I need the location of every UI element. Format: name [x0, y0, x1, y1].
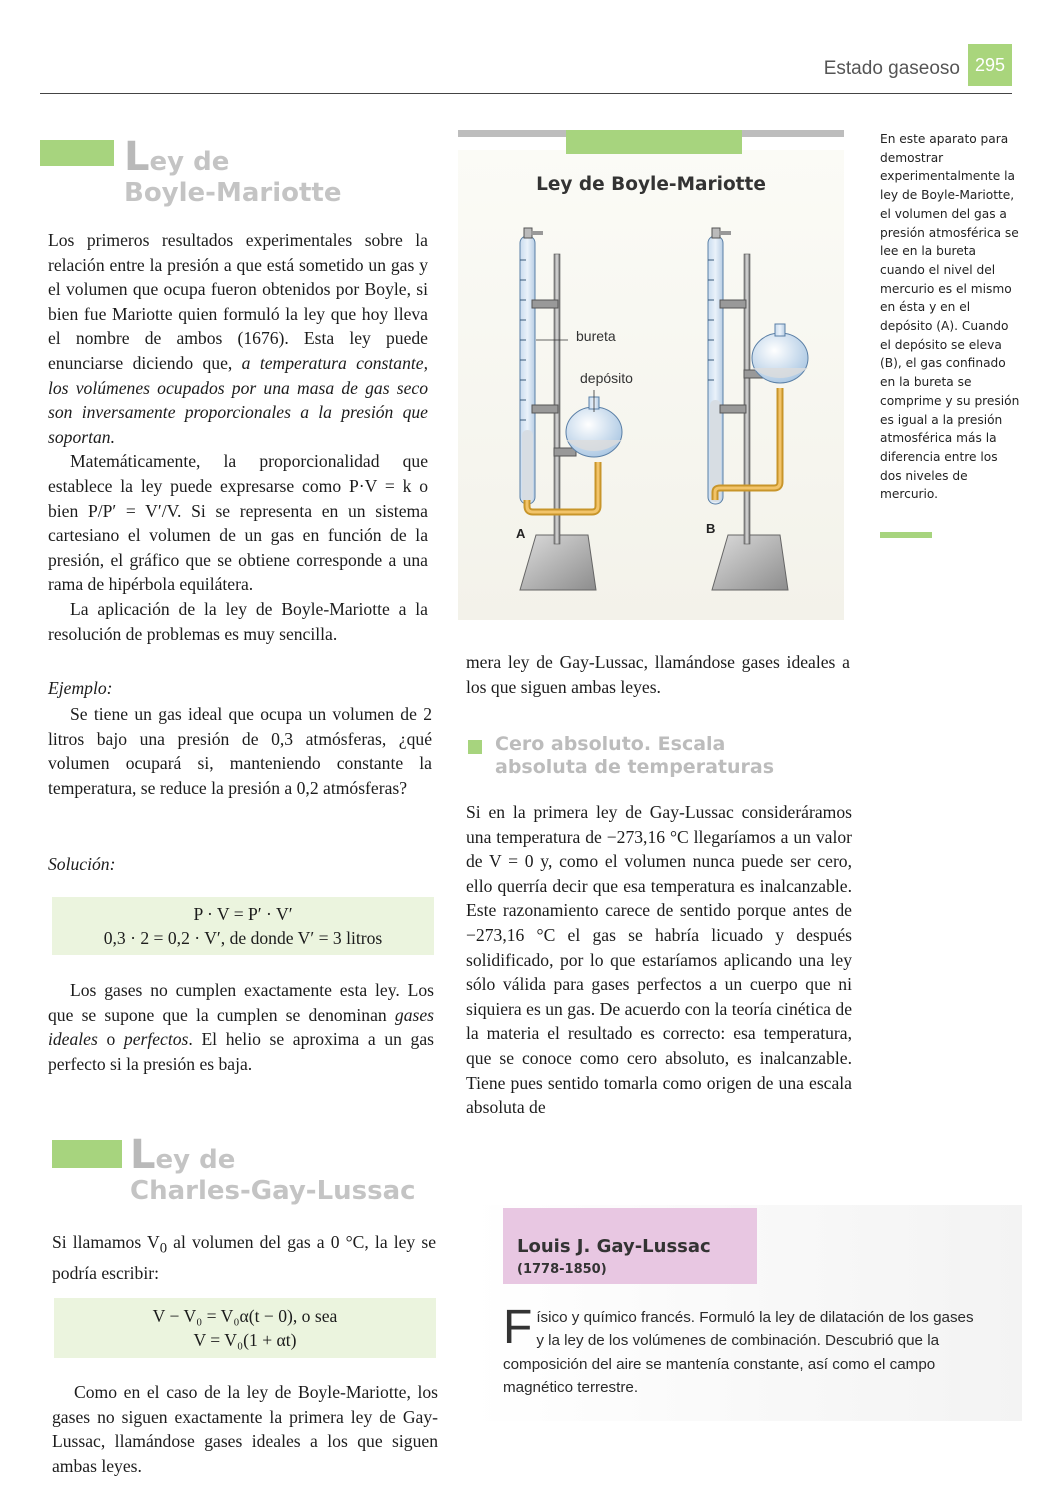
figure-caption: En este aparato para demostrar experimentalmente la ley de Boyle-Mariotte, el volumen del gas a presión atmosférica se lee en la bureta cuando el nivel del mercurio es el mismo en ésta y en el depósito (A). Cuando el depósito se eleva (B), el gas confinado en la bureta se comprime y su presión es igual a la presión atmosférica más la diferencia entre los dos niveles de mercurio.: [880, 132, 1020, 502]
subsection-title-cero-absoluto: Cero absoluto. Escala absoluta de temperaturas: [495, 733, 774, 778]
charles-continued-right: [466, 650, 850, 699]
formula-box-boyle: [52, 897, 434, 955]
figure-tab: [566, 130, 742, 154]
label-bureta: bureta: [576, 328, 616, 344]
charles-continued: Como en el caso de la ley de Boyle-Mariotte, los gases no siguen exactamente la primera ley de Gay-Lussac, llamándose gases ideales a los que siguen ambas leyes.: [52, 1382, 438, 1476]
section-title-charles: Ley de Charles-Gay-Lussac: [130, 1132, 416, 1207]
biography-text: Físico y químico francés. Formuló la ley de dilatación de los gases y la ley de los volúmenes de combinación. Descubrió que la composición del aire se mantenía constante, así como el campo magnético terrestre.: [503, 1301, 974, 1396]
apparatus-a: [520, 228, 622, 590]
formula-line: P · V = P′ · V′: [193, 904, 293, 924]
section-marker: [52, 1140, 122, 1168]
formula-line: V = V₀(1 + αt): [193, 1330, 297, 1350]
paragraph: La aplicación de la ley de Boyle-Mariotte a la resolución de problemas es muy sencilla.: [48, 598, 428, 644]
running-header: Estado gaseoso: [823, 58, 960, 79]
paragraph: Los primeros resultados experimentales sobre la relación entre la presión a que está sometido un gas y el volumen que ocupa fueron obtenidos por Boyle, si bien fue Mariotte quien formuló la ley que hoy lleva el nombre de ambos (1676). Esta ley puede enunciarse diciendo que, a temperatura constante, los volúmenes ocupados por una masa de gas seco son inversamente proporcionales a la presión que soportan.: [48, 230, 428, 447]
page-number: 295: [968, 44, 1012, 86]
caption-marker: [880, 532, 932, 538]
section-title-boyle: Ley de Boyle-Mariotte: [124, 134, 342, 209]
formula-line: V − V₀ = V₀α(t − 0), o sea: [152, 1306, 338, 1326]
formula-line: 0,3 · 2 = 0,2 · V′, de donde V′ = 3 litros: [103, 928, 383, 948]
solucion-label: Solución:: [48, 854, 116, 874]
paragraph-continuation: mera ley de Gay-Lussac, llamándose gases ideales a los que siguen ambas leyes.: [466, 652, 850, 697]
label-b: B: [706, 521, 716, 536]
label-deposito: depósito: [580, 370, 633, 386]
apparatus-b: [708, 228, 808, 590]
section-marker: [40, 140, 114, 166]
biography-years: (1778-1850): [517, 1262, 607, 1277]
ejemplo-text: Se tiene un gas ideal que ocupa un volumen de 2 litros bajo una presión de 0,3 atmósferas, ¿qué volumen ocupará si, manteniendo constante la temperatura, se reduce la presión a 0,2 atmósferas?: [48, 704, 432, 798]
paragraph: Matemáticamente, la proporcionalidad que establece la ley puede expresarse como P·V = k o bien P/P′ = V′/V. Si se representa en un sistema cartesiano el volumen de un gas en función de la presión, el gráfico que se obtiene corresponde a una rama de hipérbola equilátera.: [48, 451, 428, 595]
header-rule: [40, 93, 1012, 94]
ejemplo-label: Ejemplo:: [48, 678, 113, 698]
gases-ideales-text: Los gases no cumplen exactamente esta ley. Los que se supone que la cumplen se denominan gases ideales o perfectos. El helio se aproxima a un gas perfecto si la presión es baja.: [48, 980, 434, 1074]
label-a: A: [516, 526, 526, 541]
boyle-text: [48, 228, 428, 646]
subsection-marker: [468, 740, 482, 754]
cero-absoluto-text: Si en la primera ley de Gay-Lussac consideráramos una temperatura de −273,16 °C llegaríamos a un valor de V = 0 y, como el volumen nunca puede ser cero, ello querría decir que esa temperatura es inalcanzable. Este razonamiento carece de sentido porque antes de −273,16 °C el gas se habría licuado y después solidificado, por lo que estaríamos aplicando una ley sólo válida para gases perfectos a un cuerpo que ni siquiera es un gas. De acuerdo con la teoría cinética de la materia el resultado es correcto: esa temperatura, que se conoce como cero absoluto, es inalcanzable. Tiene pues sentido tomarla como origen de una escala absoluta de: [466, 802, 852, 1118]
figure-title: Ley de Boyle-Mariotte: [536, 174, 766, 195]
drop-cap: F: [503, 1301, 533, 1354]
formula-box-charles: [54, 1298, 436, 1358]
charles-intro: Si llamamos $V_0$ al volumen del gas a 0 °C, la ley se podría escribir:: [52, 1232, 436, 1284]
biography-name: Louis J. Gay-Lussac: [517, 1236, 711, 1257]
